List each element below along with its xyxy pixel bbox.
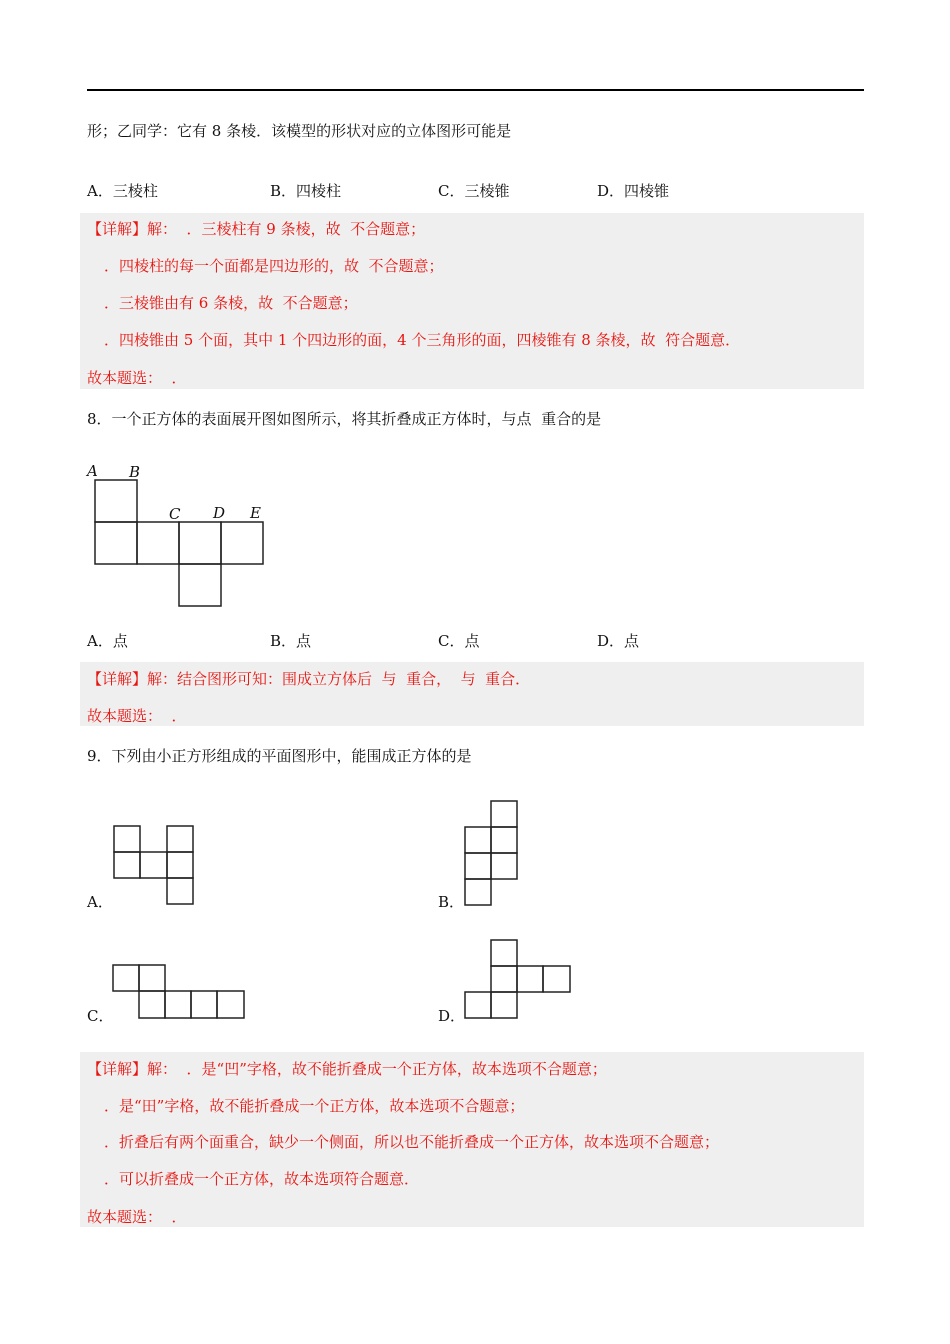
a7-line-4: ．四棱锥由 5 个面，其中 1 个四边形的面，4 个三角形的面，四棱锥有 8 条棱，故 符合题意． — [104, 331, 741, 349]
q9-option-a: A． — [87, 893, 113, 911]
q8-option-a: A．点 — [87, 632, 128, 650]
a9-line-4: ．可以折叠成一个正方体，故本选项符合题意． — [104, 1170, 420, 1188]
q8-option-d: D．点 — [597, 632, 640, 650]
q9-figure-a — [113, 825, 195, 907]
q7-option-a: A．三棱柱 — [87, 182, 158, 200]
a7-conclusion: 故本题选： ． — [87, 369, 187, 387]
q7-option-b: B．四棱柱 — [270, 182, 342, 200]
q9-option-d: D． — [438, 1007, 466, 1025]
q8-option-b: B．点 — [270, 632, 312, 650]
a9-line-1: 【详解】解： ．是“凹”字格，故不能折叠成一个正方体，故本选项不合题意； — [87, 1060, 607, 1078]
a7-line-1: 【详解】解： ．三棱柱有 9 条棱，故 不合题意； — [87, 220, 426, 238]
a9-conclusion: 故本题选： ． — [87, 1208, 187, 1226]
q9-figure-d — [464, 939, 574, 1021]
vertex-label-b: B — [129, 463, 141, 481]
q7-option-d: D．四棱锥 — [597, 182, 670, 200]
vertex-label-d: D — [213, 504, 226, 522]
vertex-label-e: E — [250, 504, 261, 522]
q9-option-c: C． — [87, 1007, 114, 1025]
vertex-label-a: A — [87, 462, 98, 480]
vertex-label-c: C — [169, 505, 181, 523]
a7-line-3: ．三棱锥由有 6 条棱，故 不合题意； — [104, 294, 358, 312]
q9-figure-c — [112, 964, 248, 1021]
a8-conclusion: 故本题选： ． — [87, 707, 187, 725]
q9-option-b: B． — [438, 893, 465, 911]
a9-line-2: ．是“田”字格，故不能折叠成一个正方体，故本选项不合题意； — [104, 1097, 525, 1115]
q8-cube-net-figure — [84, 458, 269, 610]
q7-option-c: C．三棱锥 — [438, 182, 510, 200]
q9-figure-b — [464, 800, 520, 908]
q8-stem: 8．一个正方体的表面展开图如图所示，将其折叠成正方体时，与点 重合的是 — [87, 410, 602, 428]
a7-line-2: ．四棱柱的每一个面都是四边形的，故 不合题意； — [104, 257, 444, 275]
q7-stem: 形；乙同学：它有 8 条棱．该模型的形状对应的立体图形可能是 — [87, 122, 512, 140]
q9-stem: 9．下列由小正方形组成的平面图形中，能围成正方体的是 — [87, 747, 472, 765]
header-rule — [87, 89, 864, 91]
a8-line-1: 【详解】解：结合图形可知：围成立方体后 与 重合， 与 重合． — [87, 670, 531, 688]
a9-line-3: ．折叠后有两个面重合，缺少一个侧面，所以也不能折叠成一个正方体，故本选项不合题意； — [104, 1133, 720, 1151]
q8-option-c: C．点 — [438, 632, 480, 650]
